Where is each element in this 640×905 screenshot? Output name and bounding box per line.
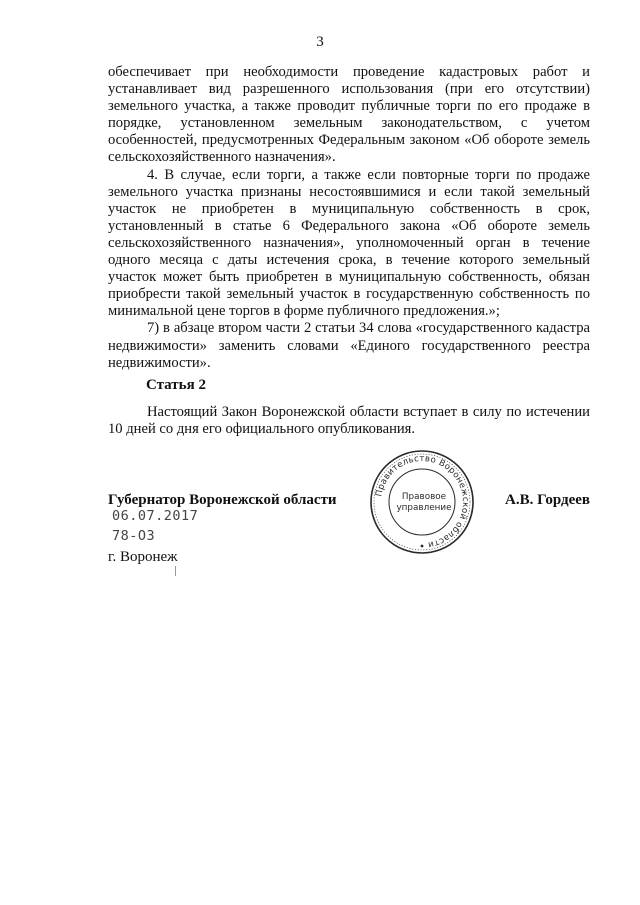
seal-inner-line-2: управление [396,503,452,513]
document-body [108,64,590,372]
governor-title: Губернатор Воронежской области [108,492,337,508]
governor-name: А.В. Гордеев [505,492,590,508]
signing-city: г. Воронеж [108,549,178,565]
signing-date: 06.07.2017 [112,508,199,524]
seal-inner-line-1: Правовое [401,492,447,502]
margin-mark [175,566,176,576]
paragraph-item-7: 7) в абзаце втором части 2 статьи 34 слова «государственного кадастра недвижимости» заменить словами «Единого государственного реестра недвижимости». [108,320,590,371]
paragraph-item-4: 4. В случае, если торги, а также если повторные торги по продаже земельного участка признаны несостоявшимися и если такой земельный участок не приобретен в муниципальную собственность в срок, установленный в статье 6 Федерального закона «Об обороте земель сельскохозяйственного назначения», уполномоченный орган в течение одного месяца с даты истечения срока, в течение которого земельный участок может быть приобретен в муниципальную собственность, обязан приобрести такой земельный участок в государственную собственность по минимальной цене торгов в форме публичного предложения.»; [108,166,590,320]
official-seal-stamp [368,448,476,556]
article-2-text: Настоящий Закон Воронежской области вступает в силу по истечении 10 дней со дня его официального опубликования. [108,404,590,438]
seal-outer-text: Правительство Воронежской области [374,453,471,550]
paragraph-continuation: обеспечивает при необходимости проведение кадастровых работ и устанавливает вид разрешенного использования (при его отсутствии) земельного участка, а также проводит публичные торги по его продаже в порядке, установленном земельным законодательством, с учетом особенностей, предусмотренных Федеральным законом «Об обороте земель сельскохозяйственного назначения». [108,64,590,166]
article-2-heading: Статья 2 [146,377,206,393]
page-number: 3 [316,34,324,50]
law-number: 78-ОЗ [112,528,156,544]
